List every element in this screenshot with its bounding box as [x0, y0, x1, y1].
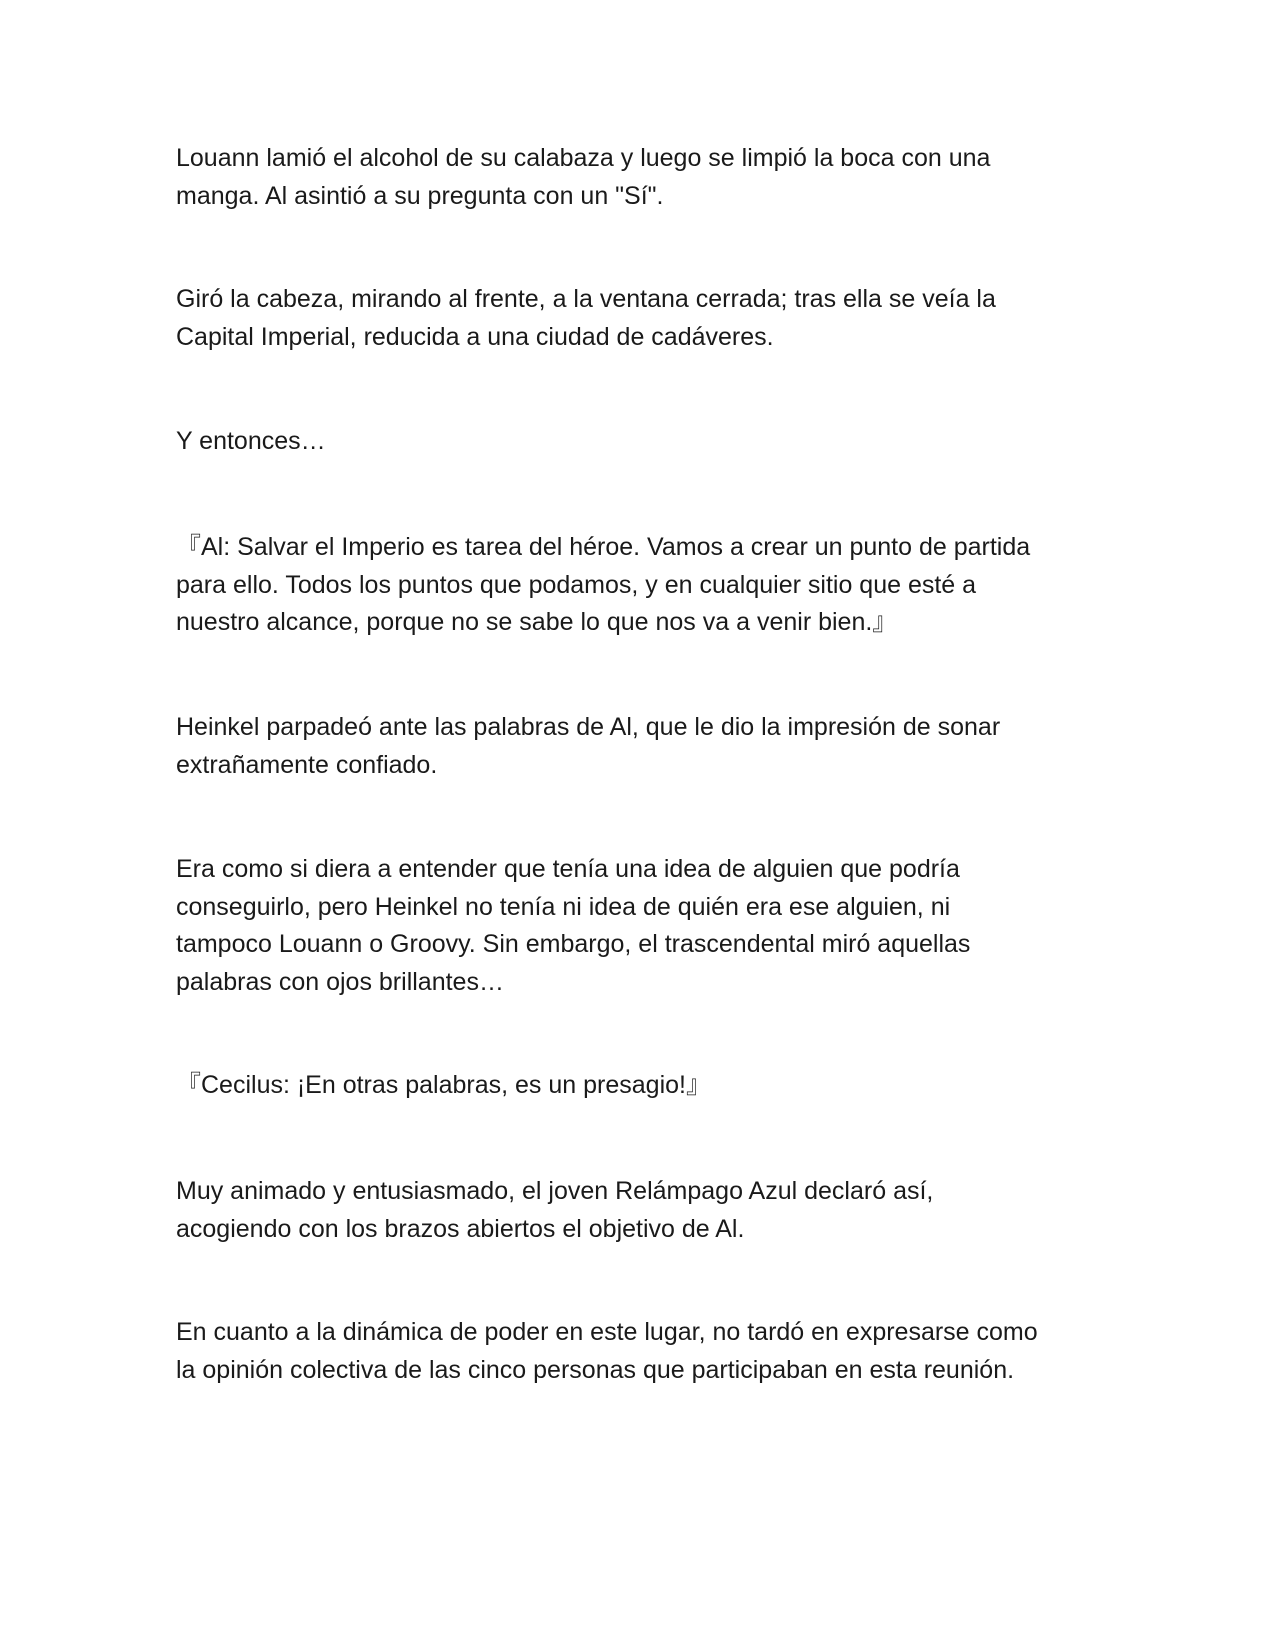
text-line: extrañamente confiado. [176, 750, 438, 779]
text-line: Era como si diera a entender que tenía una idea de alguien que podría [176, 855, 960, 883]
text-line: Capital Imperial, reducida a una ciudad de cadáveres. [176, 322, 774, 351]
paragraph-power-dynamic [176, 1314, 1096, 1389]
paragraph-turned-head [176, 281, 1096, 356]
text-line: conseguirlo, pero Heinkel no tenía ni idea de quién era ese alguien, ni [176, 892, 951, 921]
text-line: acogiendo con los brazos abiertos el objetivo de Al. [176, 1214, 745, 1243]
paragraph-louann-gourd [176, 140, 1096, 215]
text-line: Louann lamió el alcohol de su calabaza y luego se limpió la boca con una [176, 144, 991, 172]
text-line: manga. Al asintió a su pregunta con un "Sí". [176, 181, 664, 210]
text-line: tampoco Louann o Groovy. Sin embargo, el trascendental miró aquellas [176, 930, 971, 958]
text-line: En cuanto a la dinámica de poder en este lugar, no tardó en expresarse como [176, 1318, 1038, 1346]
text-line: palabras con ojos brillantes… [176, 967, 504, 996]
text-line: la opinión colectiva de las cinco personas que participaban en esta reunión. [176, 1355, 1015, 1384]
paragraph-cecilus-dialogue [176, 1067, 1096, 1105]
paragraph-as-if [176, 851, 1096, 1001]
text-line: para ello. Todos los puntos que podamos, y en cualquier sitio que esté a [176, 570, 977, 599]
text-line: Heinkel parpadeó ante las palabras de Al, que le dio la impresión de sonar [176, 713, 1001, 741]
text-line: Y entonces… [176, 427, 326, 455]
paragraph-blue-lightning [176, 1173, 1096, 1248]
paragraph-heinkel-blinked [176, 709, 1096, 784]
text-line: 『Al: Salvar el Imperio es tarea del héroe. Vamos a crear un punto de partida [176, 533, 1031, 561]
text-line: Muy animado y entusiasmado, el joven Relámpago Azul declaró así, [176, 1177, 934, 1205]
paragraph-al-dialogue [176, 529, 1096, 642]
text-line: nuestro alcance, porque no se sabe lo que nos va a venir bien.』 [176, 608, 898, 636]
text-line: 『Cecilus: ¡En otras palabras, es un presagio!』 [176, 1071, 711, 1099]
text-line: Giró la cabeza, mirando al frente, a la ventana cerrada; tras ella se veía la [176, 285, 996, 313]
paragraph-and-then [176, 423, 1096, 461]
